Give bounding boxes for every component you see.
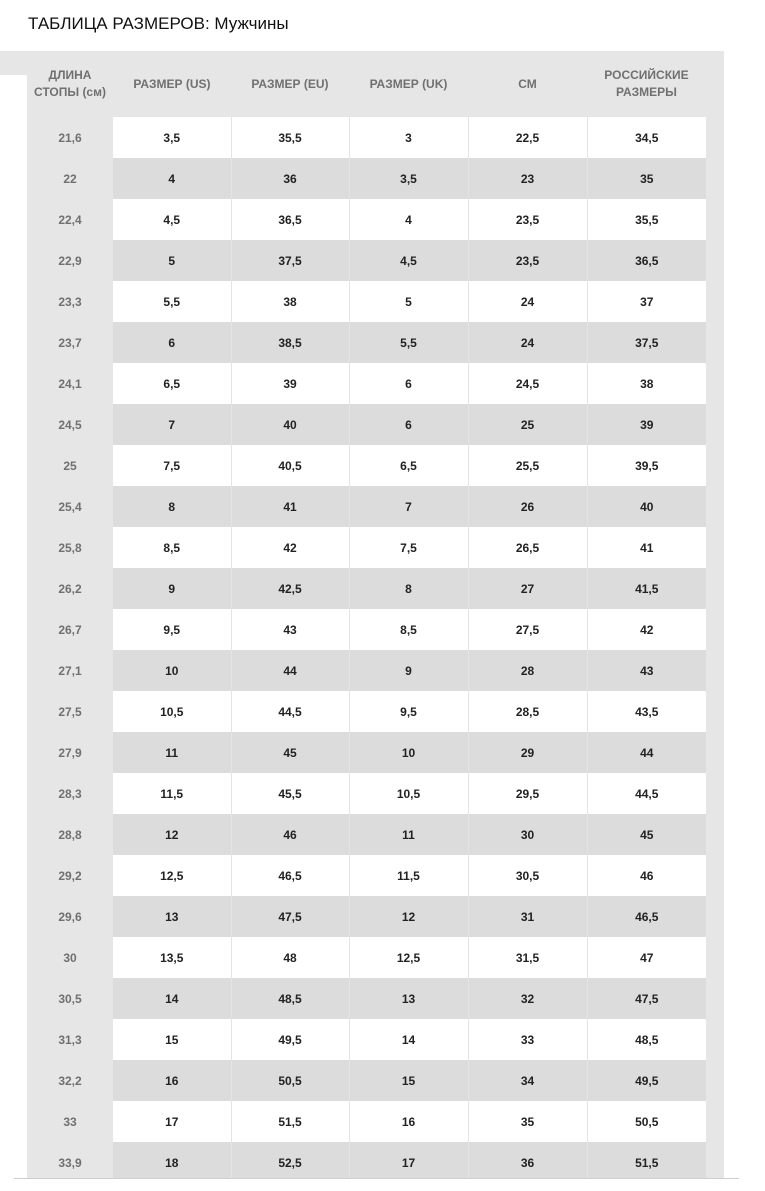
table-body xyxy=(27,117,706,1178)
foot-length-cell: 23,7 xyxy=(58,335,82,350)
size-eu-cell: 44 xyxy=(231,650,349,691)
cm-cell: 27,5 xyxy=(468,609,587,650)
size-us-cell: 18 xyxy=(113,1142,231,1178)
russian-size-cell: 36,5 xyxy=(587,240,706,281)
header-size-eu: РАЗМЕР (EU) xyxy=(251,76,329,91)
cm-cell: 26,5 xyxy=(468,527,587,568)
size-eu-cell: 51,5 xyxy=(231,1101,349,1142)
size-uk-cell: 12 xyxy=(349,896,468,937)
table-row xyxy=(27,896,706,937)
foot-length-cell: 33,9 xyxy=(58,1155,82,1170)
table-row xyxy=(27,937,706,978)
foot-length-cell: 27,1 xyxy=(58,663,82,678)
russian-size-cell: 44,5 xyxy=(587,773,706,814)
russian-size-cell: 51,5 xyxy=(587,1142,706,1178)
size-eu-cell: 35,5 xyxy=(231,117,349,158)
size-eu-cell: 42,5 xyxy=(231,568,349,609)
size-us-cell: 6 xyxy=(113,322,231,363)
size-uk-cell: 7,5 xyxy=(349,527,468,568)
table-row xyxy=(27,773,706,814)
foot-length-cell: 29,2 xyxy=(58,868,82,883)
size-uk-cell: 9,5 xyxy=(349,691,468,732)
foot-length-cell: 31,3 xyxy=(58,1032,82,1047)
table-row xyxy=(27,281,706,322)
foot-length-cell: 23,3 xyxy=(58,294,82,309)
russian-size-cell: 48,5 xyxy=(587,1019,706,1060)
foot-length-cell: 26,7 xyxy=(58,622,82,637)
table-row xyxy=(27,568,706,609)
foot-length-cell: 24,5 xyxy=(58,417,82,432)
size-uk-cell: 6,5 xyxy=(349,445,468,486)
russian-size-cell: 39,5 xyxy=(587,445,706,486)
foot-length-cell: 22,4 xyxy=(58,212,82,227)
table-row xyxy=(27,486,706,527)
size-us-cell: 8,5 xyxy=(113,527,231,568)
cm-cell: 23,5 xyxy=(468,199,587,240)
russian-size-cell: 44 xyxy=(587,732,706,773)
cm-cell: 29,5 xyxy=(468,773,587,814)
page-title: ТАБЛИЦА РАЗМЕРОВ: Мужчины xyxy=(28,14,289,33)
size-uk-cell: 5 xyxy=(349,281,468,322)
size-uk-cell: 3,5 xyxy=(349,158,468,199)
russian-size-cell: 37,5 xyxy=(587,322,706,363)
russian-size-cell: 35 xyxy=(587,158,706,199)
russian-size-cell: 34,5 xyxy=(587,117,706,158)
size-uk-cell: 9 xyxy=(349,650,468,691)
table-row xyxy=(27,117,706,158)
russian-size-cell: 41 xyxy=(587,527,706,568)
size-eu-cell: 49,5 xyxy=(231,1019,349,1060)
cm-cell: 29 xyxy=(468,732,587,773)
header-size-uk: РАЗМЕР (UK) xyxy=(369,76,448,91)
foot-length-cell: 32,2 xyxy=(58,1073,82,1088)
foot-length-cell: 22,9 xyxy=(58,253,82,268)
cm-cell: 22,5 xyxy=(468,117,587,158)
size-us-cell: 8 xyxy=(113,486,231,527)
size-eu-cell: 46,5 xyxy=(231,855,349,896)
size-us-cell: 15 xyxy=(113,1019,231,1060)
size-us-cell: 9,5 xyxy=(113,609,231,650)
size-us-cell: 14 xyxy=(113,978,231,1019)
size-eu-cell: 36,5 xyxy=(231,199,349,240)
size-uk-cell: 16 xyxy=(349,1101,468,1142)
size-uk-cell: 6 xyxy=(349,363,468,404)
size-eu-cell: 44,5 xyxy=(231,691,349,732)
table-row xyxy=(27,609,706,650)
russian-size-cell: 43 xyxy=(587,650,706,691)
size-eu-cell: 45 xyxy=(231,732,349,773)
cm-cell: 36 xyxy=(468,1142,587,1178)
cm-cell: 24 xyxy=(468,322,587,363)
size-uk-cell: 5,5 xyxy=(349,322,468,363)
cm-cell: 30 xyxy=(468,814,587,855)
size-eu-cell: 41 xyxy=(231,486,349,527)
size-eu-cell: 48 xyxy=(231,937,349,978)
size-us-cell: 11,5 xyxy=(113,773,231,814)
cm-cell: 31,5 xyxy=(468,937,587,978)
russian-size-cell: 47,5 xyxy=(587,978,706,1019)
table-row xyxy=(27,199,706,240)
size-us-cell: 5,5 xyxy=(113,281,231,322)
size-uk-cell: 17 xyxy=(349,1142,468,1178)
foot-length-cell: 25,8 xyxy=(58,540,82,555)
table-row xyxy=(27,855,706,896)
size-us-cell: 7 xyxy=(113,404,231,445)
size-uk-cell: 4,5 xyxy=(349,240,468,281)
cm-cell: 27 xyxy=(468,568,587,609)
size-us-cell: 13,5 xyxy=(113,937,231,978)
table-row xyxy=(27,240,706,281)
russian-size-cell: 42 xyxy=(587,609,706,650)
cm-cell: 28,5 xyxy=(468,691,587,732)
size-us-cell: 7,5 xyxy=(113,445,231,486)
cm-cell: 24,5 xyxy=(468,363,587,404)
table-row xyxy=(27,1060,706,1101)
header-cm: СМ xyxy=(518,76,537,91)
bottom-divider xyxy=(14,1178,739,1179)
table-row xyxy=(27,363,706,404)
size-us-cell: 6,5 xyxy=(113,363,231,404)
cm-cell: 25,5 xyxy=(468,445,587,486)
size-uk-cell: 15 xyxy=(349,1060,468,1101)
size-us-cell: 9 xyxy=(113,568,231,609)
size-us-cell: 16 xyxy=(113,1060,231,1101)
size-uk-cell: 7 xyxy=(349,486,468,527)
foot-length-cell: 25,4 xyxy=(58,499,82,514)
table-row xyxy=(27,978,706,1019)
foot-length-cell: 29,6 xyxy=(58,909,82,924)
size-eu-cell: 43 xyxy=(231,609,349,650)
size-uk-cell: 8 xyxy=(349,568,468,609)
size-eu-cell: 36 xyxy=(231,158,349,199)
table-row xyxy=(27,1101,706,1142)
cm-cell: 33 xyxy=(468,1019,587,1060)
header-russian-size: РОССИЙСКИЕ РАЗМЕРЫ xyxy=(604,68,689,99)
foot-length-cell: 30,5 xyxy=(58,991,82,1006)
russian-size-cell: 35,5 xyxy=(587,199,706,240)
size-us-cell: 13 xyxy=(113,896,231,937)
size-us-cell: 3,5 xyxy=(113,117,231,158)
russian-size-cell: 46 xyxy=(587,855,706,896)
table-row xyxy=(27,1142,706,1178)
size-eu-cell: 50,5 xyxy=(231,1060,349,1101)
table-row xyxy=(27,1019,706,1060)
table-header-row xyxy=(27,51,706,117)
size-uk-cell: 13 xyxy=(349,978,468,1019)
foot-length-cell: 26,2 xyxy=(58,581,82,596)
size-uk-cell: 14 xyxy=(349,1019,468,1060)
size-uk-cell: 12,5 xyxy=(349,937,468,978)
table-row xyxy=(27,732,706,773)
foot-length-cell: 27,9 xyxy=(58,745,82,760)
cm-cell: 35 xyxy=(468,1101,587,1142)
foot-length-cell: 25 xyxy=(63,458,77,473)
foot-length-cell: 28,3 xyxy=(58,786,82,801)
table-row xyxy=(27,527,706,568)
cm-cell: 30,5 xyxy=(468,855,587,896)
foot-length-cell: 30 xyxy=(63,950,77,965)
russian-size-cell: 43,5 xyxy=(587,691,706,732)
cm-cell: 23 xyxy=(468,158,587,199)
size-uk-cell: 11 xyxy=(349,814,468,855)
size-uk-cell: 4 xyxy=(349,199,468,240)
size-us-cell: 17 xyxy=(113,1101,231,1142)
size-eu-cell: 47,5 xyxy=(231,896,349,937)
russian-size-cell: 47 xyxy=(587,937,706,978)
table-edge-stub xyxy=(0,51,27,75)
size-us-cell: 4 xyxy=(113,158,231,199)
foot-length-cell: 27,5 xyxy=(58,704,82,719)
foot-length-cell: 22 xyxy=(63,171,77,186)
russian-size-cell: 49,5 xyxy=(587,1060,706,1101)
russian-size-cell: 39 xyxy=(587,404,706,445)
foot-length-cell: 28,8 xyxy=(58,827,82,842)
size-chart-table xyxy=(27,51,706,1178)
table-row xyxy=(27,445,706,486)
size-uk-cell: 10,5 xyxy=(349,773,468,814)
table-row xyxy=(27,650,706,691)
table-row xyxy=(27,404,706,445)
size-uk-cell: 11,5 xyxy=(349,855,468,896)
cm-cell: 32 xyxy=(468,978,587,1019)
cm-cell: 34 xyxy=(468,1060,587,1101)
cm-cell: 31 xyxy=(468,896,587,937)
size-us-cell: 12,5 xyxy=(113,855,231,896)
table-row xyxy=(27,158,706,199)
russian-size-cell: 46,5 xyxy=(587,896,706,937)
size-eu-cell: 39 xyxy=(231,363,349,404)
size-us-cell: 11 xyxy=(113,732,231,773)
size-eu-cell: 40,5 xyxy=(231,445,349,486)
size-eu-cell: 40 xyxy=(231,404,349,445)
russian-size-cell: 50,5 xyxy=(587,1101,706,1142)
russian-size-cell: 38 xyxy=(587,363,706,404)
size-us-cell: 4,5 xyxy=(113,199,231,240)
table-row xyxy=(27,814,706,855)
size-eu-cell: 42 xyxy=(231,527,349,568)
size-uk-cell: 3 xyxy=(349,117,468,158)
cm-cell: 26 xyxy=(468,486,587,527)
size-eu-cell: 52,5 xyxy=(231,1142,349,1178)
size-eu-cell: 45,5 xyxy=(231,773,349,814)
foot-length-cell: 24,1 xyxy=(58,376,82,391)
size-us-cell: 5 xyxy=(113,240,231,281)
russian-size-cell: 40 xyxy=(587,486,706,527)
size-us-cell: 12 xyxy=(113,814,231,855)
table-row xyxy=(27,322,706,363)
russian-size-cell: 45 xyxy=(587,814,706,855)
size-us-cell: 10 xyxy=(113,650,231,691)
size-eu-cell: 46 xyxy=(231,814,349,855)
cm-cell: 28 xyxy=(468,650,587,691)
foot-length-cell: 21,6 xyxy=(58,130,82,145)
header-foot-length: ДЛИНА СТОПЫ (см) xyxy=(34,68,106,99)
russian-size-cell: 41,5 xyxy=(587,568,706,609)
header-size-us: РАЗМЕР (US) xyxy=(133,76,211,91)
size-eu-cell: 48,5 xyxy=(231,978,349,1019)
cm-cell: 23,5 xyxy=(468,240,587,281)
size-uk-cell: 10 xyxy=(349,732,468,773)
size-eu-cell: 38 xyxy=(231,281,349,322)
size-eu-cell: 38,5 xyxy=(231,322,349,363)
size-chart-panel xyxy=(27,51,724,1178)
russian-size-cell: 37 xyxy=(587,281,706,322)
size-uk-cell: 6 xyxy=(349,404,468,445)
cm-cell: 24 xyxy=(468,281,587,322)
size-uk-cell: 8,5 xyxy=(349,609,468,650)
foot-length-cell: 33 xyxy=(63,1114,77,1129)
size-us-cell: 10,5 xyxy=(113,691,231,732)
table-row xyxy=(27,691,706,732)
size-eu-cell: 37,5 xyxy=(231,240,349,281)
cm-cell: 25 xyxy=(468,404,587,445)
